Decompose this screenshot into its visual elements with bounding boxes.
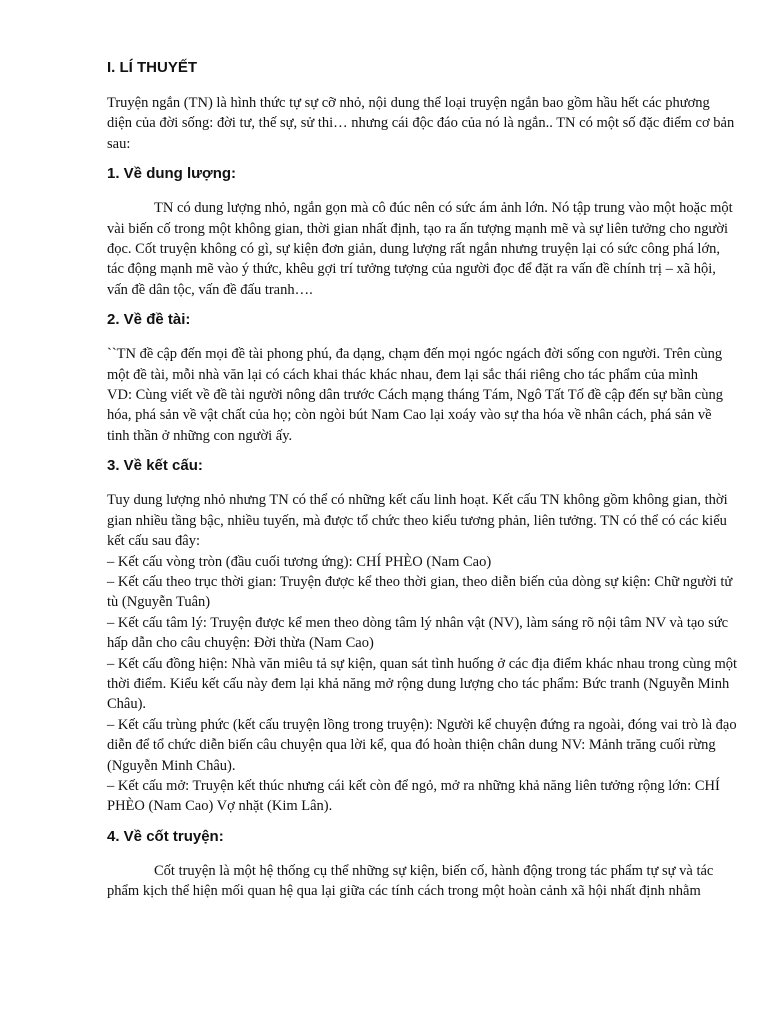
intro-paragraph: Truyện ngắn (TN) là hình thức tự sự cỡ nhỏ, nội dung thể loại truyện ngắn bao gồm hầu hết các phương diện của đời sống: đời tư, thế sự, sử thi… nhưng cái độc đáo của nó là ngắn.. TN có một số đặc điểm cơ bản sau:: [107, 95, 735, 152]
document-content: [107, 58, 737, 912]
list-item-ket-cau-dong-hien: – Kết cấu đồng hiện: Nhà văn miêu tả sự kiện, quan sát tình huống ở các địa điểm khác nhau trong cùng một thời điểm. Kiểu kết cấu này đem lại khả năng mở rộng dung lượng cho tác phẩm: Bức tranh (Nguyễn Minh Châu).: [107, 655, 738, 713]
block-ket-cau: [107, 490, 737, 817]
section-title-cot-truyen: 4. Về cốt truyện:: [107, 827, 224, 845]
paragraph-de-tai-example: VD: Cùng viết về đề tài người nông dân trước Cách mạng tháng Tám, Ngô Tất Tố đề cập đến sự bần cùng hóa, phá sản về vật chất của họ; còn ngòi bút Nam Cao lại xoáy vào sự tha hóa về nhân cách, phá sản về tinh thần ở những con người ấy.: [107, 387, 723, 444]
paragraph-ket-cau: Tuy dung lượng nhỏ nhưng TN có thể có những kết cấu linh hoạt. Kết cấu TN không gồm không gian, thời gian nhiều tầng bậc, nhiều tuyến, mà được tổ chức theo kiểu tương phản, liên tưởng. TN có thể có các kiểu kết cấu sau đây:: [107, 492, 728, 550]
paragraph-de-tai: ``TN đề cập đến mọi đề tài phong phú, đa dạng, chạm đến mọi ngóc ngách đời sống con người. Trên cùng một đề tài, mỗi nhà văn lại có cách khai thác khác nhau, đem lại sắc thái riêng cho tác phẩm của mình: [107, 346, 723, 383]
list-item-ket-cau-mo: – Kết cấu mở: Truyện kết thúc nhưng cái kết còn để ngỏ, mở ra những khả năng liên tưởng rộng lớn: CHÍ PHÈO (Nam Cao) Vợ nhặt (Kim Lân).: [107, 777, 720, 815]
list-item-ket-cau-thoi-gian: – Kết cấu theo trục thời gian: Truyện được kể theo thời gian, theo diễn biến của dòng sự kiện: Chữ người tử tù (Nguyễn Tuân): [107, 573, 733, 611]
list-item-ket-cau-trung-phuc: – Kết cấu trùng phức (kết cấu truyện lồng trong truyện): Người kể chuyện đứng ra ngoài, đóng vai trò là đạo diễn để tổ chức diễn biến câu chuyện qua lời kể, qua đó hoàn thiện chân dung NV: Mảnh trăng cuối rừng (Nguyễn Minh Châu).: [107, 716, 737, 774]
list-item-ket-cau-vong-tron: – Kết cấu vòng tròn (đầu cuối tương ứng): CHÍ PHÈO (Nam Cao): [107, 553, 492, 570]
list-item-ket-cau-tam-ly: – Kết cấu tâm lý: Truyện được kể men theo dòng tâm lý nhân vật (NV), làm sáng rõ nội tâm NV và tạo sức hấp dẫn cho câu chuyện: Đời thừa (Nam Cao): [107, 614, 729, 652]
section-title-ket-cau: 3. Về kết cấu:: [107, 457, 203, 475]
block-de-tai: [107, 344, 737, 446]
main-heading: I. LÍ THUYẾT: [107, 59, 197, 76]
paragraph-dung-luong: TN có dung lượng nhỏ, ngắn gọn mà cô đúc nên có sức ám ảnh lớn. Nó tập trung vào một hoặc một vài biến cố trong một không gian, thời gian nhất định, tạo ra ấn tượng mạnh mẽ và sự liên tưởng cho người đọc. Cốt truyện không có gì, sự kiện đơn giản, dung lượng rất ngắn nhưng truyện lại có sức công phá lớn, tác động mạnh mẽ vào ý thức, khêu gợi trí tưởng tượng của người đọc để đặt ra vấn đề chính trị – xã hội, vấn đề dân tộc, vấn đề đấu tranh….: [107, 200, 733, 298]
paragraph-cot-truyen: Cốt truyện là một hệ thống cụ thể những sự kiện, biến cố, hành động trong tác phẩm tự sự và tác phẩm kịch thể hiện mối quan hệ qua lại giữa các tính cách trong một hoàn cảnh xã hội nhất định nhằm: [107, 862, 714, 900]
section-title-de-tai: 2. Về đề tài:: [107, 311, 191, 329]
section-title-dung-luong: 1. Về dung lượng:: [107, 165, 237, 183]
